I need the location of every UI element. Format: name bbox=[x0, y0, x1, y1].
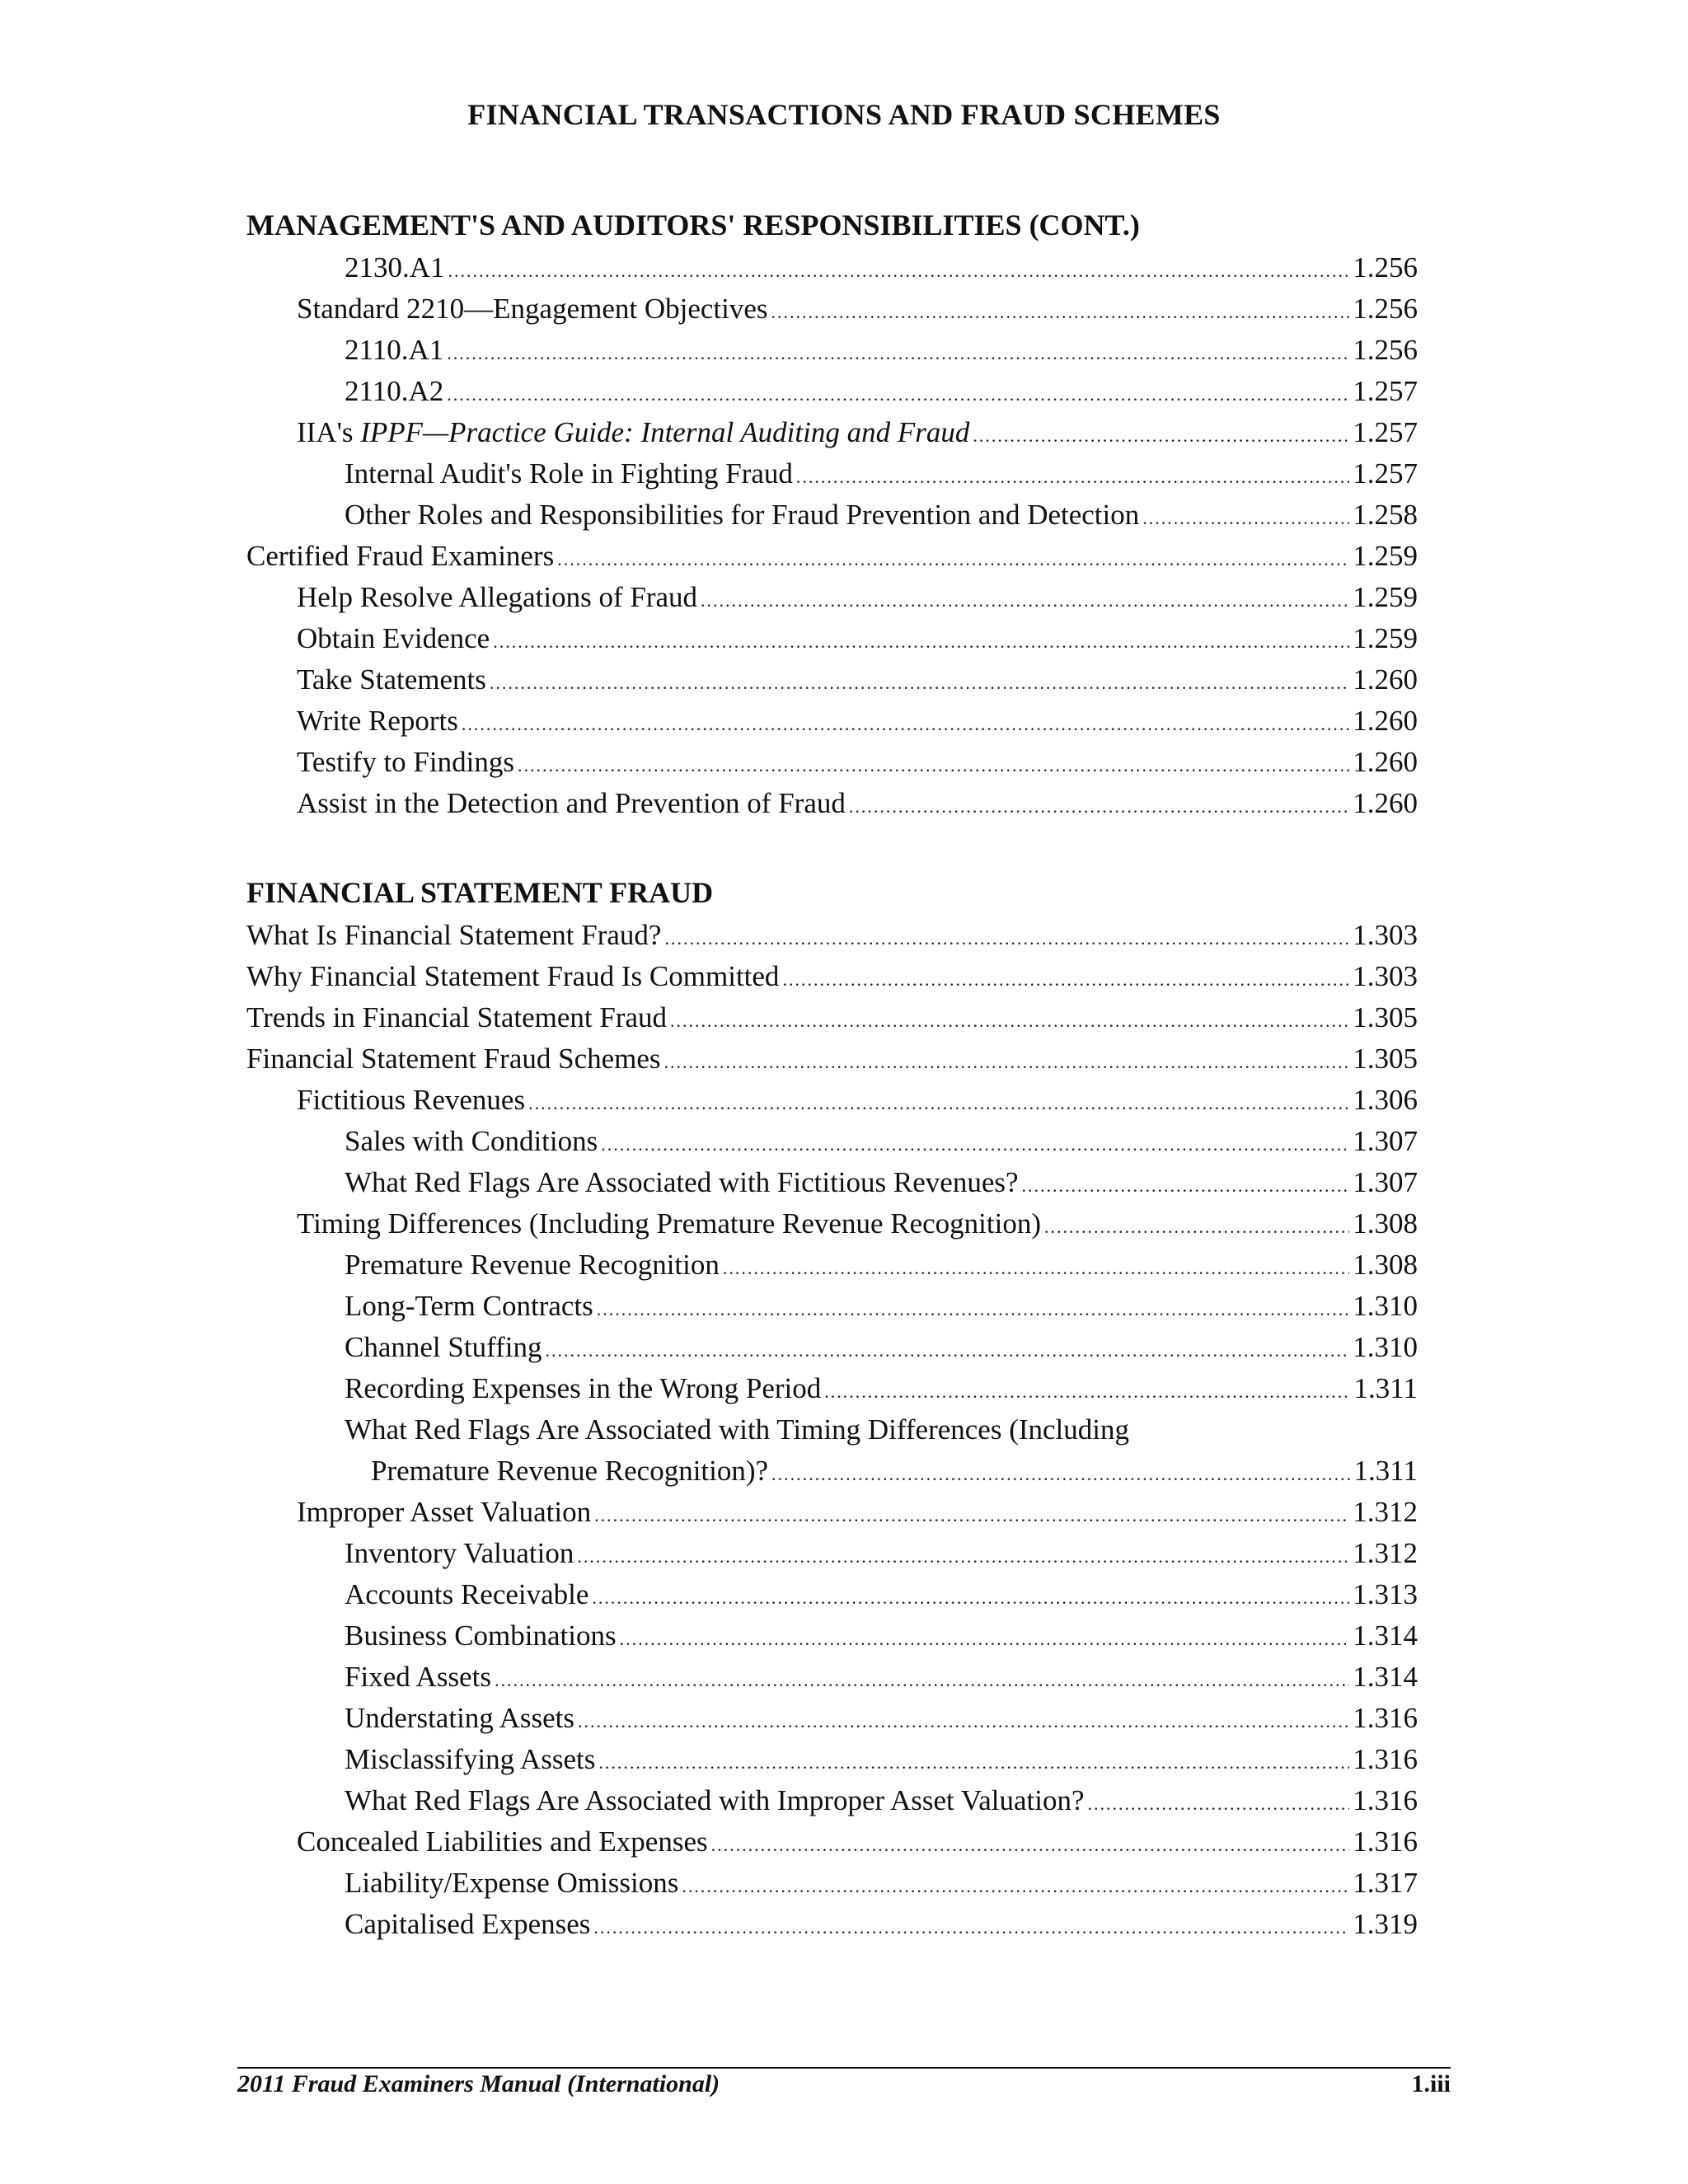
toc-entry[interactable] bbox=[246, 956, 1418, 997]
dot-leader bbox=[771, 1454, 1350, 1495]
toc-entry[interactable] bbox=[297, 618, 1418, 659]
toc-entry-page: 1.316 bbox=[1353, 1743, 1418, 1775]
toc-entry[interactable] bbox=[345, 330, 1418, 371]
toc-entry-label: Fictitious Revenues bbox=[297, 1084, 526, 1116]
dot-leader bbox=[664, 918, 1349, 959]
toc-entry-label: Write Reports bbox=[297, 705, 458, 737]
toc-entry-page: 1.260 bbox=[1353, 663, 1418, 696]
toc-entry-label: Obtain Evidence bbox=[297, 622, 490, 654]
dot-leader bbox=[448, 251, 1350, 292]
toc-entry-page: 1.314 bbox=[1353, 1619, 1418, 1652]
toc-entry-page: 1.257 bbox=[1353, 375, 1418, 407]
dot-leader bbox=[598, 1742, 1349, 1783]
toc-entry-label: Concealed Liabilities and Expenses bbox=[297, 1825, 708, 1858]
toc-entry-label-prefix: IIA's bbox=[297, 416, 361, 448]
dot-leader bbox=[594, 1495, 1349, 1536]
toc-entry[interactable] bbox=[345, 1739, 1418, 1780]
dot-leader bbox=[701, 580, 1349, 621]
toc-entry-page: 1.260 bbox=[1353, 746, 1418, 778]
footer-manual-title: 2011 Fraud Examiners Manual (International) bbox=[237, 2070, 720, 2097]
toc-entry-label: Improper Asset Valuation bbox=[297, 1496, 592, 1528]
toc-entry-page: 1.317 bbox=[1353, 1867, 1418, 1899]
dot-leader bbox=[578, 1701, 1349, 1742]
dot-leader bbox=[545, 1330, 1349, 1371]
toc-entry-label: What Is Financial Statement Fraud? bbox=[246, 919, 662, 951]
toc-entry-label: Trends in Financial Statement Fraud bbox=[246, 1001, 668, 1033]
toc-entry[interactable] bbox=[345, 1368, 1418, 1409]
toc-entry[interactable] bbox=[345, 494, 1418, 536]
toc-entry-label-continued: Premature Revenue Recognition)? bbox=[371, 1455, 769, 1487]
toc-entry[interactable] bbox=[345, 1286, 1418, 1327]
toc-entry-page: 1.256 bbox=[1353, 251, 1418, 284]
toc-entry-label: Internal Audit's Role in Fighting Fraud bbox=[345, 457, 793, 490]
toc-entry-label-first-line: What Red Flags Are Associated with Timing Differences (Including bbox=[345, 1413, 1129, 1446]
dot-leader bbox=[577, 1536, 1349, 1577]
toc-entry-label: Timing Differences (Including Premature Revenue Recognition) bbox=[297, 1207, 1041, 1240]
dot-leader bbox=[849, 786, 1349, 827]
dot-leader bbox=[682, 1866, 1349, 1907]
toc-entry-page: 1.311 bbox=[1353, 1372, 1418, 1404]
dot-leader bbox=[593, 1907, 1349, 1948]
toc-entry-label: Why Financial Statement Fraud Is Committed bbox=[246, 960, 780, 992]
toc-entry[interactable] bbox=[345, 1121, 1418, 1162]
toc-entry-page: 1.308 bbox=[1353, 1249, 1418, 1281]
toc-entry[interactable] bbox=[345, 1698, 1418, 1739]
toc-entry[interactable] bbox=[345, 1780, 1418, 1821]
toc-entry[interactable] bbox=[297, 577, 1418, 618]
footer-rule bbox=[237, 2067, 1451, 2069]
toc-entry-page: 1.316 bbox=[1353, 1702, 1418, 1734]
dot-leader bbox=[597, 1289, 1349, 1330]
toc-entry[interactable] bbox=[345, 1863, 1418, 1904]
toc-entry[interactable] bbox=[297, 783, 1418, 824]
toc-entry-label: Business Combinations bbox=[345, 1619, 617, 1652]
toc-entry-page: 1.256 bbox=[1353, 334, 1418, 366]
toc-entry[interactable] bbox=[345, 1904, 1418, 1945]
dot-leader bbox=[782, 959, 1349, 1001]
toc-entry-page: 1.314 bbox=[1353, 1661, 1418, 1693]
dot-leader bbox=[1142, 498, 1349, 539]
toc-entry-label: What Red Flags Are Associated with Fictitious Revenues? bbox=[345, 1166, 1019, 1198]
dot-leader bbox=[824, 1371, 1350, 1413]
toc-entry-page: 1.311 bbox=[1353, 1455, 1418, 1487]
footer-page-number: 1.iii bbox=[1411, 2070, 1451, 2097]
toc-entry-label: Capitalised Expenses bbox=[345, 1908, 591, 1940]
toc-entry-label: Understating Assets bbox=[345, 1702, 575, 1734]
toc-entry[interactable] bbox=[297, 742, 1418, 783]
dot-leader bbox=[528, 1083, 1349, 1124]
toc-entry-page: 1.310 bbox=[1353, 1290, 1418, 1322]
toc-entry-page: 1.312 bbox=[1353, 1537, 1418, 1569]
toc-entry-page: 1.316 bbox=[1353, 1825, 1418, 1858]
toc-entry-page: 1.257 bbox=[1353, 416, 1418, 448]
dot-leader bbox=[1088, 1783, 1350, 1825]
toc-entry-page: 1.259 bbox=[1353, 622, 1418, 654]
toc-entry[interactable] bbox=[297, 701, 1418, 742]
toc-entry-page: 1.260 bbox=[1353, 787, 1418, 819]
toc-entry-label: 2130.A1 bbox=[345, 251, 445, 284]
dot-leader bbox=[723, 1248, 1349, 1289]
toc-entry-label: Take Statements bbox=[297, 663, 486, 696]
toc-entry-page: 1.319 bbox=[1353, 1908, 1418, 1940]
toc-entry-page: 1.303 bbox=[1353, 919, 1418, 951]
toc-entry[interactable] bbox=[246, 915, 1418, 956]
toc-entry-page: 1.307 bbox=[1353, 1166, 1418, 1198]
dot-leader bbox=[1044, 1207, 1349, 1248]
dot-leader bbox=[664, 1042, 1350, 1083]
dot-leader bbox=[447, 333, 1349, 374]
toc-entry-label: 2110.A1 bbox=[345, 334, 444, 366]
toc-entry[interactable] bbox=[345, 1327, 1418, 1368]
toc-entry-label: Liability/Expense Omissions bbox=[345, 1867, 679, 1899]
dot-leader bbox=[490, 663, 1349, 704]
toc-entry-label: 2110.A2 bbox=[345, 375, 444, 407]
toc-entry-label: Testify to Findings bbox=[297, 746, 514, 778]
toc-entry-label: Misclassifying Assets bbox=[345, 1743, 596, 1775]
toc-entry[interactable] bbox=[345, 1657, 1418, 1698]
toc-entry[interactable] bbox=[371, 1451, 1418, 1492]
dot-leader bbox=[670, 1001, 1349, 1042]
toc-entry-label: Long-Term Contracts bbox=[345, 1290, 593, 1322]
toc-entry[interactable] bbox=[345, 453, 1418, 494]
toc-entry-label bbox=[297, 412, 969, 453]
toc-entry[interactable] bbox=[297, 1821, 1418, 1863]
toc-entry-label: Fixed Assets bbox=[345, 1661, 491, 1693]
dot-leader bbox=[518, 745, 1349, 786]
toc-entry-label: Premature Revenue Recognition bbox=[345, 1249, 720, 1281]
toc-entry-page: 1.303 bbox=[1353, 960, 1418, 992]
toc-entry[interactable] bbox=[345, 1244, 1418, 1286]
toc-entry[interactable] bbox=[345, 1162, 1418, 1203]
toc-entry-page: 1.310 bbox=[1353, 1331, 1418, 1363]
toc-entry[interactable] bbox=[246, 536, 1418, 577]
toc-entry[interactable] bbox=[297, 412, 1418, 453]
toc-entry-label: Financial Statement Fraud Schemes bbox=[246, 1043, 661, 1075]
dot-leader bbox=[462, 704, 1349, 745]
toc-entry-page: 1.312 bbox=[1353, 1496, 1418, 1528]
toc-entry-page: 1.257 bbox=[1353, 457, 1418, 490]
toc-entry[interactable] bbox=[345, 1574, 1418, 1615]
toc-entry[interactable] bbox=[297, 1492, 1418, 1533]
toc-entry-page: 1.256 bbox=[1353, 293, 1418, 325]
dot-leader bbox=[796, 457, 1349, 498]
toc-entry-label: Assist in the Detection and Prevention of Fraud bbox=[297, 787, 846, 819]
dot-leader bbox=[620, 1619, 1350, 1660]
dot-leader bbox=[973, 415, 1349, 457]
toc-entry-label: Sales with Conditions bbox=[345, 1125, 598, 1157]
toc-entry[interactable] bbox=[345, 371, 1418, 412]
toc-entry-page: 1.258 bbox=[1353, 499, 1418, 531]
toc-entry-label: What Red Flags Are Associated with Improper Asset Valuation? bbox=[345, 1784, 1085, 1816]
toc-entry-label: Other Roles and Responsibilities for Fraud Prevention and Detection bbox=[345, 499, 1140, 531]
toc-entry-page: 1.259 bbox=[1353, 581, 1418, 613]
toc-entry-label: Recording Expenses in the Wrong Period bbox=[345, 1372, 822, 1404]
toc-entry-label: Standard 2210—Engagement Objectives bbox=[297, 293, 768, 325]
toc-entry[interactable] bbox=[297, 659, 1418, 701]
dot-leader bbox=[447, 374, 1349, 415]
toc-entry-label: Inventory Valuation bbox=[345, 1537, 574, 1569]
dot-leader bbox=[1022, 1165, 1350, 1207]
dot-leader bbox=[493, 621, 1349, 663]
toc-entry[interactable] bbox=[345, 247, 1418, 288]
dot-leader bbox=[601, 1124, 1349, 1165]
toc-entry-label: Certified Fraud Examiners bbox=[246, 540, 555, 572]
toc-entry-page: 1.305 bbox=[1353, 1043, 1418, 1075]
toc-entry[interactable] bbox=[345, 1615, 1418, 1657]
dot-leader bbox=[711, 1825, 1350, 1866]
dot-leader bbox=[592, 1577, 1349, 1619]
toc-entry[interactable] bbox=[246, 1038, 1418, 1080]
section-heading: FINANCIAL STATEMENT FRAUD bbox=[246, 876, 714, 909]
toc-entry-label-italic: IPPF—Practice Guide: Internal Auditing and Fraud bbox=[360, 416, 970, 448]
toc-entry-page: 1.305 bbox=[1353, 1001, 1418, 1033]
toc-entry-label: Help Resolve Allegations of Fraud bbox=[297, 581, 698, 613]
toc-entry-page: 1.259 bbox=[1353, 540, 1418, 572]
toc-entry-page: 1.260 bbox=[1353, 705, 1418, 737]
toc-entry[interactable] bbox=[297, 1203, 1418, 1244]
dot-leader bbox=[557, 539, 1349, 580]
toc-entry-label: Channel Stuffing bbox=[345, 1331, 542, 1363]
section-heading: MANAGEMENT'S AND AUDITORS' RESPONSIBILITIES (CONT.) bbox=[246, 209, 1140, 241]
dot-leader bbox=[771, 292, 1350, 333]
toc-entry-page: 1.306 bbox=[1353, 1084, 1418, 1116]
toc-entry[interactable] bbox=[345, 1533, 1418, 1574]
toc-entry[interactable] bbox=[297, 288, 1418, 330]
toc-entry[interactable] bbox=[246, 997, 1418, 1038]
toc-entry[interactable] bbox=[297, 1080, 1418, 1121]
toc-entry-page: 1.308 bbox=[1353, 1207, 1418, 1240]
dot-leader bbox=[495, 1660, 1349, 1701]
toc-entry-page: 1.307 bbox=[1353, 1125, 1418, 1157]
toc-entry-page: 1.313 bbox=[1353, 1578, 1418, 1610]
toc-entry-label: Accounts Receivable bbox=[345, 1578, 589, 1610]
toc-entry-page: 1.316 bbox=[1353, 1784, 1418, 1816]
page-title: FINANCIAL TRANSACTIONS AND FRAUD SCHEMES bbox=[467, 98, 1221, 131]
